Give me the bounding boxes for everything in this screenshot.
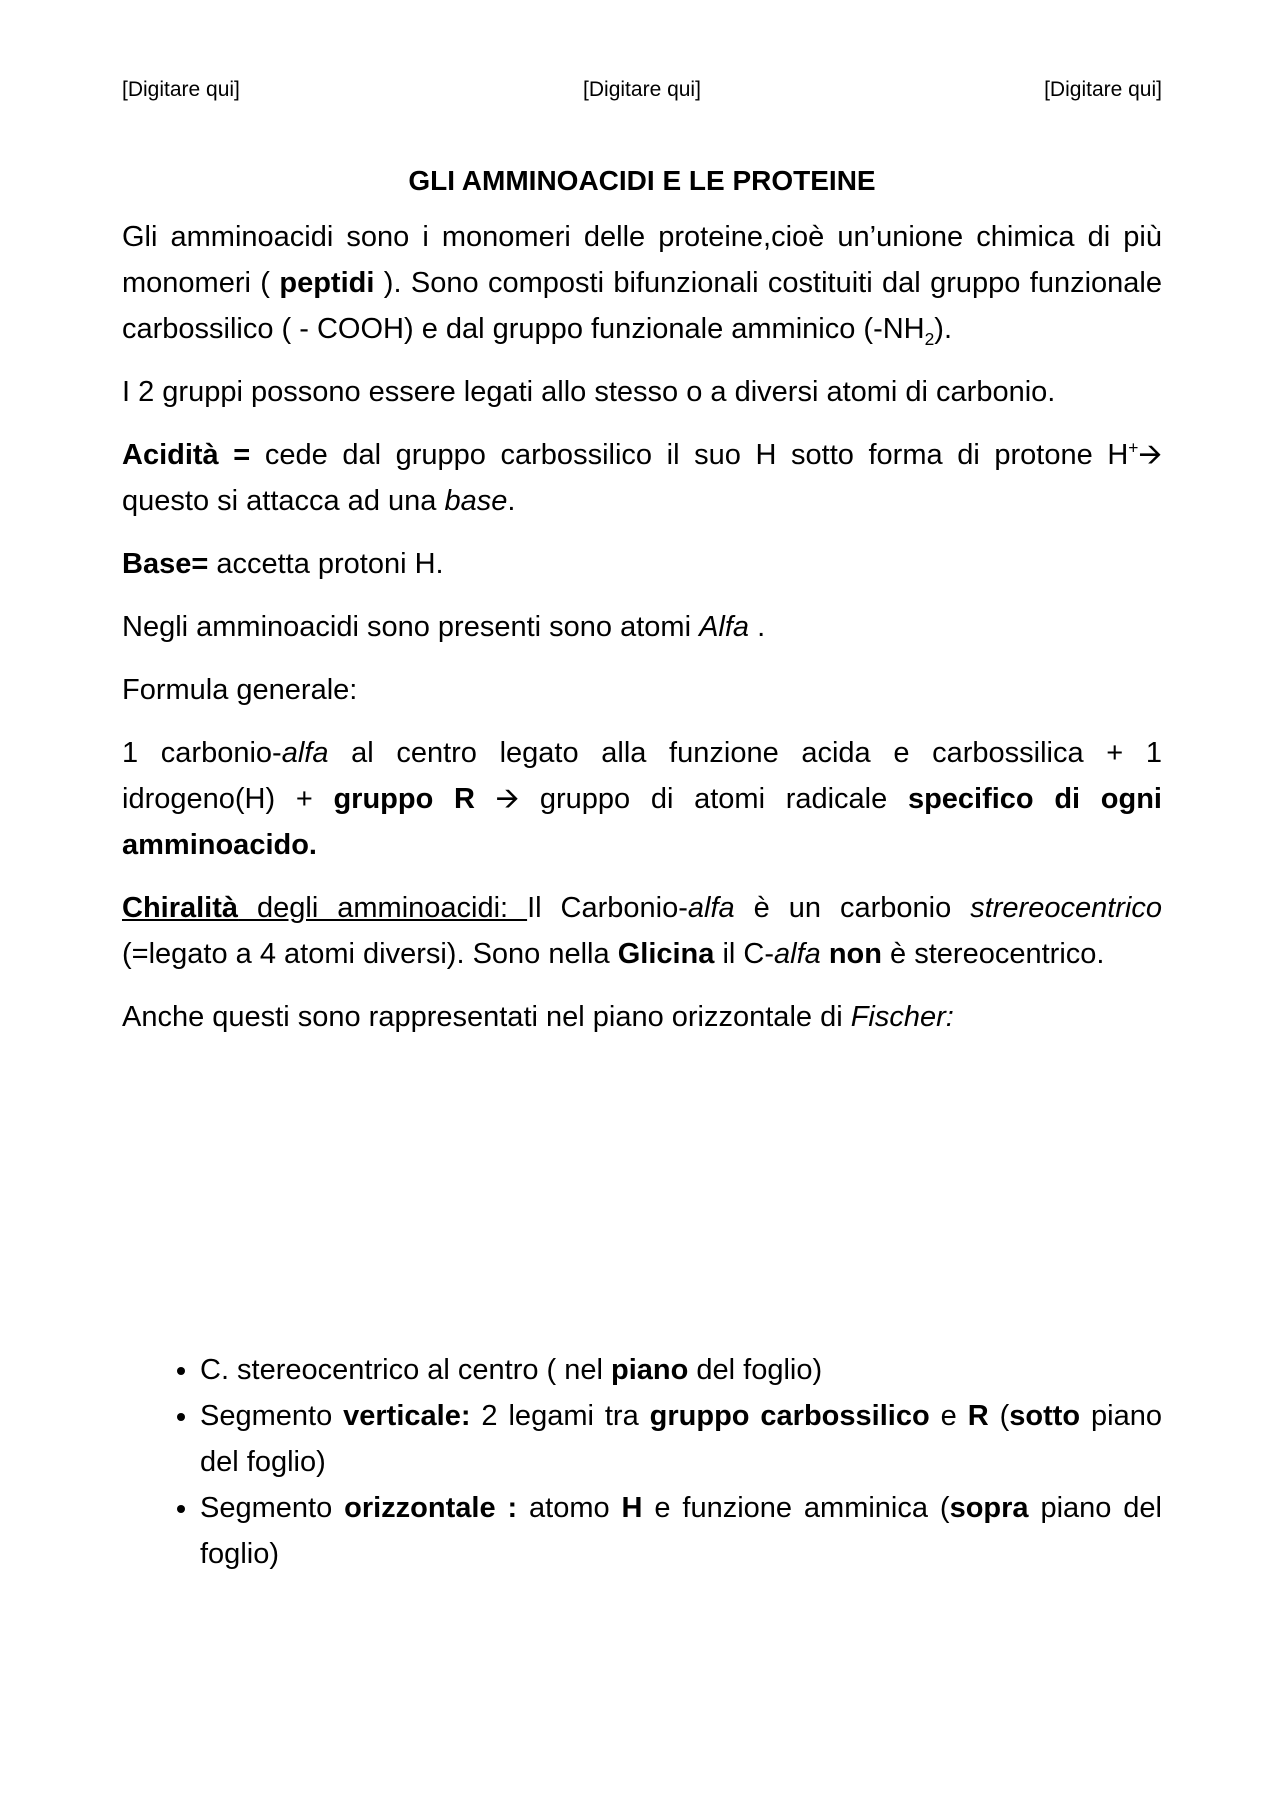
page-header [122,78,1162,102]
paragraph-alfa: Negli amminoacidi sono presenti sono atomi Alfa . [122,611,766,643]
paragraph-acidita: Acidità = cede dal gruppo carbossilico il suo H sotto forma di protone H+🡪 questo si attacca ad una base. [122,437,1162,517]
paragraph-intro: Gli amminoacidi sono i monomeri delle proteine,cioè un’unione chimica di più monomeri ( peptidi ). Sono composti bifunzionali costituiti dal gruppo funzionale carbossilico ( - COOH) e dal gruppo funzionale amminico $(-NH_2)$. [122,221,1163,349]
paragraph-chiralita: Chiralità degli amminoacidi: Il Carbonio-alfa è un carbonio strereocentrico (=legato a 4 atomi diversi). Sono nella Glicina il C-alfa non è stereocentrico. [122,892,1163,970]
bullet-list [122,1347,1162,1577]
image-placeholder [122,1057,1162,1347]
list-item: • Segmento orizzontale : atomo H e funzione amminica (sopra piano del foglio) [200,1485,1162,1577]
paragraph-gruppi: I 2 gruppi possono essere legati allo stesso o a diversi atomi di carbonio. [122,376,1056,408]
header-center[interactable]: [Digitare qui] [583,78,701,101]
paragraph-formula: 1 carbonio-alfa al centro legato alla funzione acida e carbossilica + 1 idrogeno(H) + gruppo R 🡪 gruppo di atomi radicale specifico di ogni amminoacido. [122,737,1162,861]
paragraph-fischer: Anche questi sono rappresentati nel piano orizzontale di Fischer: [122,1001,954,1033]
arrow-icon: 🡪 [1138,439,1162,471]
header-left[interactable]: [Digitare qui] [122,78,240,101]
paragraph-formula-label: Formula generale: [122,674,358,706]
document-body [122,158,1162,1577]
list-item: • Segmento verticale: 2 legami tra gruppo carbossilico e R (sotto piano del foglio) [200,1393,1162,1485]
list-item: • C. stereocentrico al centro ( nel piano del foglio) [200,1347,1162,1393]
header-right[interactable]: [Digitare qui] [1044,78,1162,101]
paragraph-base: Base= accetta protoni H. [122,548,444,580]
document-title: GLI AMMINOACIDI E LE PROTEINE [408,165,876,196]
